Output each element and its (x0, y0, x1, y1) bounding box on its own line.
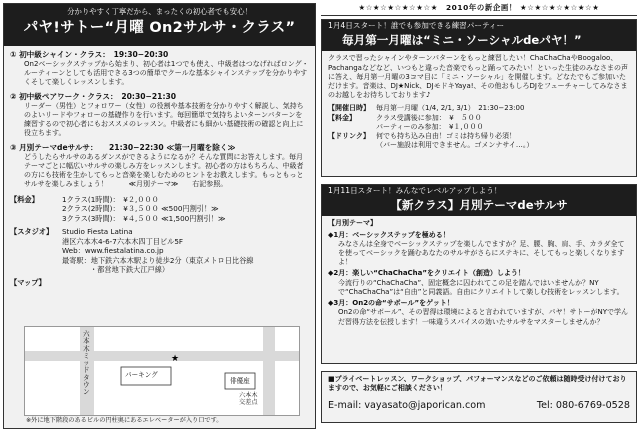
month-head: ◆2月：楽しい“ChaChaCha”をクリエイト（創造）しよう！ (328, 269, 525, 278)
event-fee-line: クラス受講後に参加： ¥ ５００ (376, 113, 482, 122)
class-item (10, 50, 309, 88)
studio-info (52, 227, 253, 275)
class-item (10, 143, 309, 190)
month-body: On2の命“サボール”、その習得は環境によると言われていますが、パヤ！サトーがNYで学んだ習得方法を伝授します！一味違うスパイスの効いたサルサをマスターしませんか？ (338, 308, 629, 326)
class-title: ③ 月別テーマdeサルサ： 21:30−22:30 ≪第一月曜を除く≫ (10, 142, 236, 152)
studio-address: 港区六本木4-6-7六本木四丁目ビル5F (62, 236, 184, 246)
road-horizontal (25, 351, 300, 361)
map-note: ※外に地下階段のあるビルの円柱奥にあるエレベーターが入り口です。 (26, 417, 223, 424)
dates-label: 【開催日時】 (328, 104, 370, 113)
new-class-title: 【新クラス】月別テーマdeサルサ (322, 197, 636, 216)
studio-web-link[interactable]: Web：www.fiestalatina.co.jp (62, 246, 164, 256)
fee-line: 3クラス(3時間)： ¥４,５００ ≪1,500円割引！≫ (62, 213, 226, 223)
mini-social-text: クラスで習ったシャインやターンパターンをもっと練習したい！ChaChaChaやBoogaloo、Pachangaなどなど、いつもと違った音楽でもっと踊ってみたい！といった生徒のみなさまの声に答え、毎月第一月曜の3コマ目に「ミニ・ソーシャル」を開催します。どなたでもご参加いただけます。音楽は、DJ★Nick、DJモドキYaya!、その他おもしろDJをフューチャーしてみなさまのお越しをお待ちしております♪ (328, 54, 628, 100)
notice-text: ■プライベートレッスン、ワークショップ、パフォーマンスなどのご依頼は随時受け付けておりますので、お気軽にご相談ください！ (328, 375, 627, 393)
studio-station: 最寄駅：地下鉄六本木駅より徒歩2分（東京メトロ日比谷線 (62, 255, 254, 265)
left-subtitle: 分かりやすく丁寧だから、まったくの初心者でも安心！ (67, 7, 252, 16)
right-panel (321, 3, 637, 429)
email-link[interactable]: E-mail: vayasato@japorican.com (328, 400, 486, 412)
map-label: 【マップ】 (10, 277, 46, 287)
map (24, 326, 300, 416)
event-fee (328, 114, 630, 132)
event-fee-label: 【料金】 (328, 113, 356, 122)
studio-section (10, 227, 309, 275)
month-body: 今流行りの“ChaChaCha”、固定概念に囚われてこの足を踏んではいませんか？NYで“ChaChaCha”は“自由”と同義語。自由にクリエイトして楽しむ技術をレッスンします。 (338, 278, 624, 296)
month-head: ◆1月：ベーシックステップを極める！ (328, 230, 450, 239)
theme-label: 【月別テーマ】 (328, 219, 377, 228)
class-list (4, 50, 315, 287)
drink-label: 【ドリンク】 (328, 132, 370, 141)
contact-row (328, 400, 630, 413)
fee-line: 1クラス(1時間)： ¥２,０００ (62, 194, 159, 204)
event-fee-line: パーティーのみ参加： ¥１,０００ (376, 122, 484, 131)
new-class-box (321, 184, 637, 364)
left-panel (3, 3, 316, 429)
event-fee-lines (376, 114, 484, 132)
fees-section (10, 195, 309, 224)
new-class-body (322, 216, 636, 330)
studio-star-icon: ★ (171, 354, 180, 364)
month-item (328, 269, 630, 297)
fees-label: 【料金】 (10, 194, 39, 204)
class-description: どうしたらサルサのあるダンスができるようになるか？そんな質問にお答えします。毎月テーマごとに幅広いサルサの楽しみ方をレッスンします。初心者の方はもちろん、中級者の方にも技術を生かしてもっと音楽を楽しむためのヒントをお教えします。もっともっとサルサを楽しみましょう！ ≪月別テーマ≫ 右記参照。 (24, 152, 304, 189)
mini-social-title: 毎月第一月曜は“ミニ・ソーシャルdeパヤ！” (322, 32, 636, 51)
new-class-lead: 1月11日スタート！みんなでレベルアップしよう！ (322, 185, 636, 197)
class-title: ② 初中級ペアワーク・クラス： 20:30−21:30 (10, 91, 177, 101)
new-plan-header: ★☆★☆★☆★☆★☆★ 2010年の新企画！ ★☆★☆★☆★☆★☆★ (321, 3, 637, 16)
crossing-label: 六本木交差点 (239, 392, 258, 406)
month-item (328, 299, 630, 327)
theater-label: 俳優座 (230, 377, 250, 385)
left-header (4, 4, 315, 46)
month-body: みなさんは全身でベーシックステップを楽しんでますか？足、腰、胸、肩、手、カラダ全てを使ってベーシックを踊むあなたのサルサがさらにステキに、そしてもっと楽しくなりますよ！ (338, 239, 625, 267)
month-item (328, 231, 630, 268)
fees-list (52, 195, 226, 224)
tel-link[interactable]: Tel: 080-6769-0528 (536, 400, 630, 412)
mini-social-body (322, 51, 636, 153)
fee-line: 2クラス(2時間)： ¥３,５００ ≪500円割引！≫ (62, 204, 219, 214)
event-dates (328, 104, 630, 113)
drink-lines (376, 132, 533, 150)
class-title: ① 初中級シャイン・クラス： 19:30−20:30 (10, 50, 169, 59)
drink-line: （バー施設は利用できません。ゴメンナサイ…。） (376, 141, 534, 150)
class-description: On2ベーシックステップから始まり、初心者は1つでも使え、中級者はつなげればロング・ルーティーンとしても活用できる3つの簡単でクールな基本シャインステップを分かりやすくそして楽しくレッスンします。 (24, 60, 309, 87)
left-title: パヤ!サトー“月曜 On2サルサ・クラス” (23, 19, 296, 36)
studio-name: Studio Fiesta Latina (62, 227, 133, 237)
parking-label: パーキング (125, 371, 158, 379)
road-label: 六本木ミッドタウン (83, 330, 90, 396)
class-description: リーダー（男性）とフォロワー（女性）の役割や基本技術を分かりやすく解説し、気持ちのよいリードやフォローの基礎作りを行います。毎回簡単で気持ちよいターンパターンを練習するので初心者にもおススメのレッスン。中級者にも細かい基礎技術の確認と向上に役立ちます。 (24, 101, 304, 138)
studio-label: 【スタジオ】 (10, 227, 54, 237)
studio-station-cont: ・都営地下鉄大江戸線） (90, 265, 170, 275)
dates-value: 毎月第一月曜（1/4, 2/1, 3/1） 21:30−23:00 (376, 104, 525, 113)
mini-social-lead: 1月4日スタート！誰でも参加できる練習パーティー (322, 20, 636, 32)
drink-line: 何でも持ち込み自由！ゴミは持ち帰り必須！ (376, 132, 516, 141)
contact-box (321, 371, 637, 423)
month-head: ◆3月：On2の命“サボール”をゲット！ (328, 299, 454, 308)
road-right (263, 327, 275, 416)
mini-social-box (321, 19, 637, 177)
class-item (10, 92, 309, 139)
event-drink (328, 132, 630, 150)
